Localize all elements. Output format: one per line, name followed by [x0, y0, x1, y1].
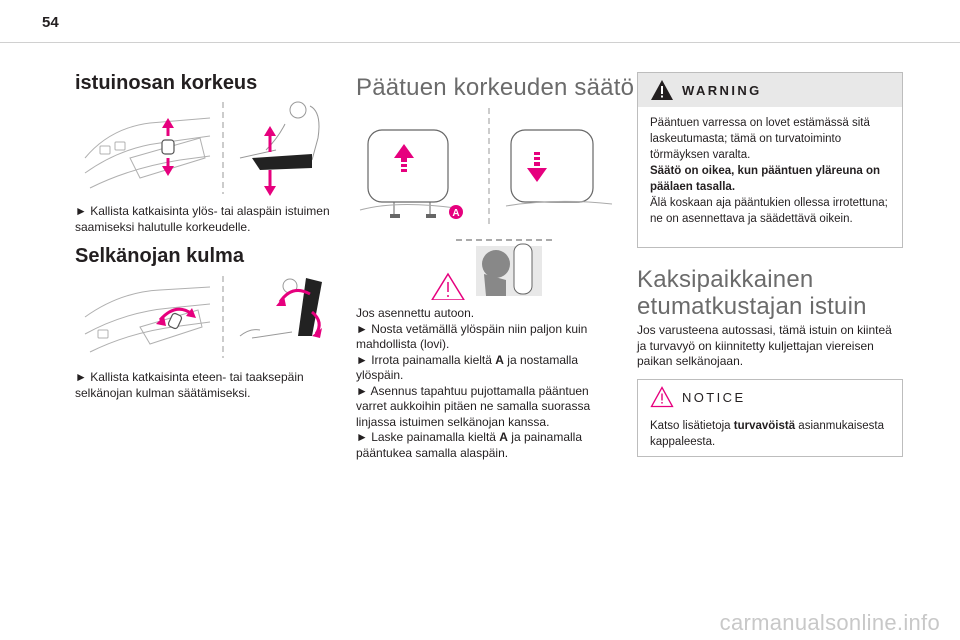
front-passenger-seat-text: Jos varusteena autossasi, tämä istuin on kiinteä ja turvavyö on kiinnitetty kuljettajan viereisen paikan selkänojaan. [637, 323, 892, 368]
heading-backrest-angle: Selkänojan kulma [75, 245, 244, 267]
backrest-angle-instructions: ► Kallista katkaisinta eteen- tai taaksepäin selkänojan kulman säätämiseksi. [75, 370, 304, 400]
notice-text-bold: turvavöistä [733, 420, 796, 432]
headrest-line-2: ► Nosta vetämällä ylöspäin niin paljon kuin mahdollista (lovi). [356, 321, 588, 351]
headrest-line-4: ► Asennus tapahtuu pujottamalla pääntuen varret aukkoihin pitäen ne samalla suorassa linjassa istuimen selkänojan kanssa. [356, 383, 591, 429]
headrest-line-5: ► Laske painamalla kieltä A ja painamalla pääntukea samalla alaspäin. [356, 430, 583, 460]
footer-watermark: carmanualsonline.info [719, 610, 940, 635]
header-divider [0, 42, 960, 43]
headrest-instructions [356, 306, 606, 461]
callout-a-reference: A [499, 430, 508, 444]
heading-seat-height: istuinosan korkeus [75, 72, 258, 94]
notice-box [637, 379, 903, 457]
warning-text-2: Säätö on oikea, kun pääntuen yläreuna on päälaen tasalla. [650, 165, 881, 193]
seat-height-illustration [80, 98, 340, 198]
heading-headrest-height: Päätuen korkeuden säätö [356, 74, 635, 101]
notice-text-post: asianmukaisesta kappaleesta. [650, 420, 884, 448]
page-number: 54 [42, 14, 59, 31]
warning-text-1: Pääntuen varressa on lovet estämässä sitä laskeutumasta; tämä on turvatoiminto törmäyksen varalta. [650, 117, 870, 161]
warning-text [650, 115, 894, 227]
callout-a-label: A [452, 208, 460, 219]
notice-triangle-icon [650, 386, 674, 408]
warning-box [637, 72, 903, 248]
heading-front-passenger-seat: Kaksipaikkainen etumatkustajan istuin [637, 266, 867, 320]
seat-height-instructions: ► Kallista katkaisinta ylös- tai alaspäin istuimen saamiseksi halutulle korkeudelle. [75, 204, 330, 234]
warning-text-3: Älä koskaan aja pääntukien ollessa irrotettuna; ne on asennettava ja säädettävä oikein. [650, 197, 888, 225]
warning-title: WARNING [682, 83, 762, 98]
notice-box-header [638, 380, 902, 414]
callout-a-reference: A [495, 352, 504, 367]
headrest-illustration [356, 104, 616, 300]
notice-title: NOTICE [682, 390, 746, 405]
warning-box-header [638, 73, 902, 107]
warning-triangle-icon [650, 79, 674, 101]
notice-text-pre: Katso lisätietoja [650, 420, 734, 432]
headrest-line-1: Jos asennettu autoon. [356, 306, 475, 320]
backrest-angle-illustration [80, 272, 340, 360]
notice-text [650, 418, 894, 450]
headrest-line-3: ► Irrota painamalla kieltä A ja nostamalla ylöspäin. [356, 352, 578, 382]
